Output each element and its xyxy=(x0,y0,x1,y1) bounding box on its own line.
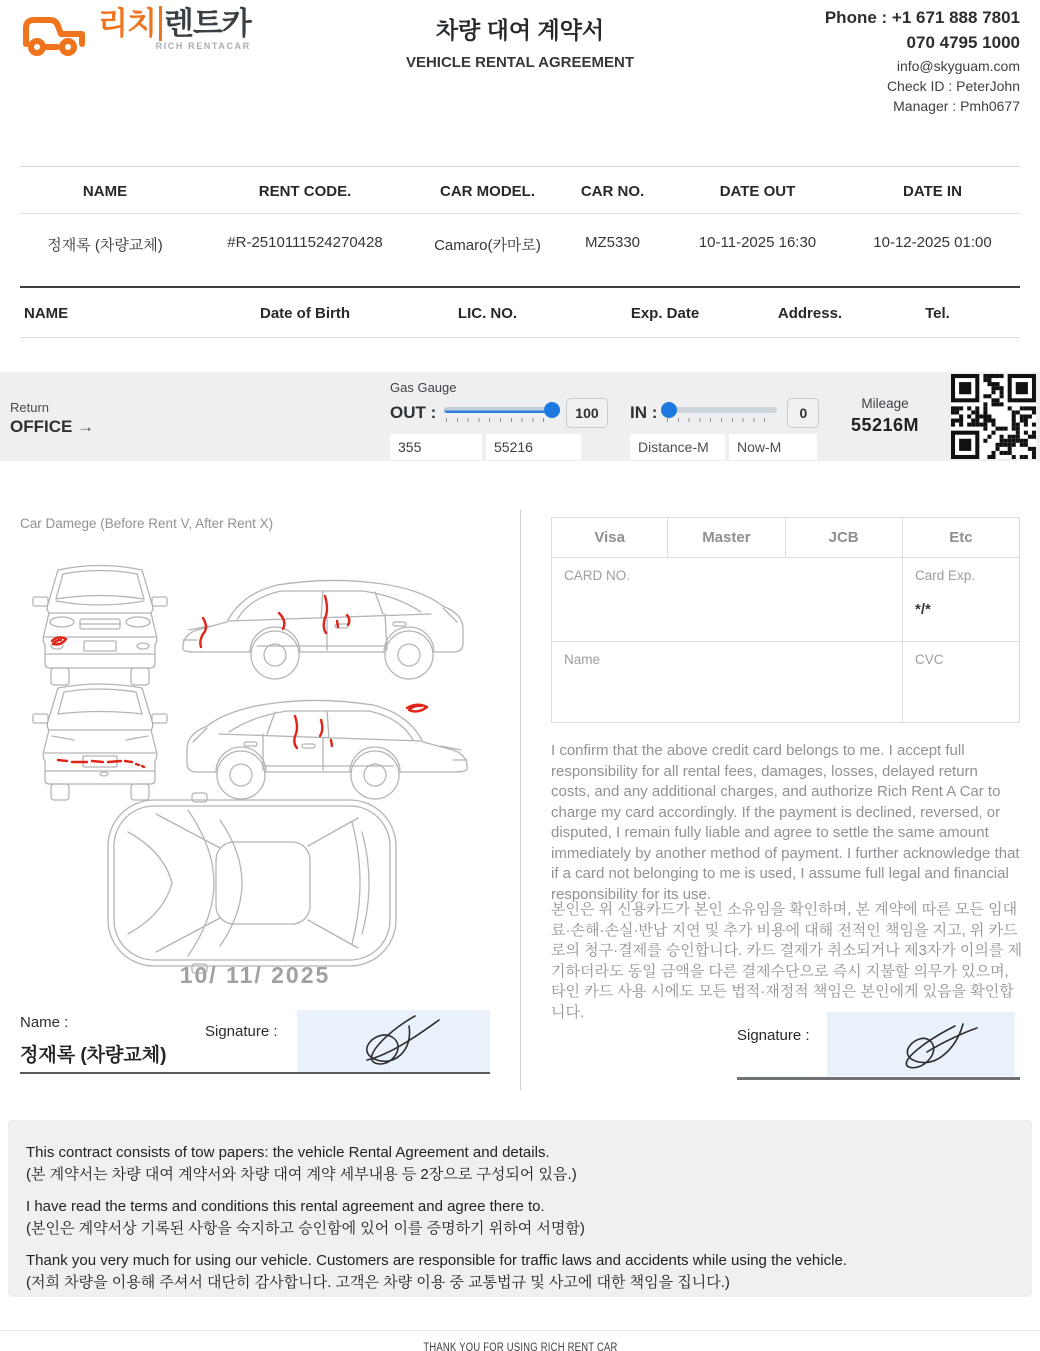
qr-code xyxy=(951,374,1036,459)
signature-pad-right[interactable] xyxy=(827,1012,1015,1076)
car-model: Camaro(카마로) xyxy=(434,237,541,254)
card-cvc-field[interactable]: CVC xyxy=(903,642,1020,723)
manager: Manager : Pmh0677 xyxy=(893,98,1020,114)
mileage-label: Mileage xyxy=(861,396,909,411)
gas-in-row xyxy=(630,398,819,428)
company-logo xyxy=(20,8,251,60)
return-label: Return xyxy=(10,400,50,415)
phone-secondary: 070 4795 1000 xyxy=(906,33,1020,52)
col-lic-no: LIC. NO. xyxy=(457,305,518,322)
car-number: MZ5330 xyxy=(584,234,641,251)
date-in: 10-12-2025 01:00 xyxy=(873,234,992,251)
signature-label-left: Signature : xyxy=(205,1023,278,1040)
card-exp-field[interactable] xyxy=(903,558,1020,642)
contact-info xyxy=(825,8,1020,118)
gas-gauge-label: Gas Gauge xyxy=(390,380,457,395)
in-label: IN : xyxy=(630,403,658,422)
car-top-view-diagram xyxy=(100,790,405,978)
note-1-en: This contract consists of tow papers: the vehicle Rental Agreement and details. xyxy=(26,1144,550,1161)
title-korean: 차량 대여 계약서 xyxy=(435,17,605,43)
note-2-en: I have read the terms and conditions this rental agreement and agree there to. xyxy=(26,1198,545,1215)
bottom-thanks-bar xyxy=(0,1330,1040,1351)
card-exp-label: Card Exp. xyxy=(915,568,976,583)
document-title xyxy=(280,12,760,71)
card-type-header xyxy=(551,517,1020,558)
note-group-1 xyxy=(26,1142,1014,1186)
driver-info-table xyxy=(20,286,1020,338)
logo-subtitle: RICH RENTACAR xyxy=(155,41,251,51)
return-gas-bar xyxy=(0,372,1040,461)
return-office: OFFICE → xyxy=(10,417,95,436)
car-front-view-diagram xyxy=(30,556,170,688)
rent-code: #R-2510111524270428 xyxy=(227,234,383,251)
signature-left-icon xyxy=(297,1010,490,1072)
gas-out-row xyxy=(390,398,608,428)
email: info@skyguam.com xyxy=(896,58,1020,74)
card-number-field[interactable]: CARD NO. xyxy=(551,558,903,642)
now-mileage-input[interactable] xyxy=(729,434,817,460)
column-divider xyxy=(520,510,521,1090)
arrow-right-icon: → xyxy=(77,417,95,436)
signature-right-icon xyxy=(827,1012,1015,1076)
col-tel: Tel. xyxy=(925,305,950,322)
note-2-ko: (본인은 계약서상 기록된 사항을 숙지하고 승인함에 있어 이를 증명하기 위하여 서명함) xyxy=(26,1220,585,1237)
col-exp-date: Exp. Date xyxy=(630,305,700,322)
gas-in-slider-track[interactable] xyxy=(665,407,777,413)
logo-text-rentcar: 렌트카 xyxy=(163,6,251,41)
col-car-no: CAR NO. xyxy=(580,183,645,200)
note-3-ko: (저희 차량을 이용해 주셔서 대단히 감사합니다. 고객은 차량 이용 중 교통법규 및 사고에 대한 책임을 집니다.) xyxy=(26,1274,730,1291)
credit-card-table xyxy=(551,517,1020,723)
card-confirmation-korean: 본인은 위 신용카드가 본인 소유임을 확인하며, 본 계약에 따른 모든 임대료·손해·손실·반납 지연 및 추가 비용에 대해 전적인 책임을 지고, 위 카드로의 청구·결제를 승인합니다. 카드 결제가 취소되거나 제3자가 이의를 제기하더라도 동일 금액을 다른 결제수단으로 즉시 지불할 의무가 있으며, 타인 카드 사용 시에도 모든 법적·재정적 책임은 본인에게 있음을 확인합니다. xyxy=(551,901,1023,1021)
date-out: 10-11-2025 16:30 xyxy=(698,234,817,251)
col-name: NAME xyxy=(82,183,128,200)
contract-notes-box xyxy=(8,1120,1032,1297)
col-driver-name: NAME xyxy=(24,305,69,322)
col-date-out: DATE OUT xyxy=(719,183,796,200)
card-type-master[interactable]: Master xyxy=(668,517,785,558)
card-type-etc[interactable]: Etc xyxy=(903,517,1020,558)
car-side-view-2-diagram xyxy=(175,670,475,804)
driver-table-header-row xyxy=(20,288,1020,338)
thanks-text: THANK YOU FOR USING RICH RENT CAR xyxy=(422,1342,618,1351)
out-label: OUT : xyxy=(390,403,437,422)
renter-name-value: 정재록 (차량교체) xyxy=(20,1045,167,1066)
card-holder-name-field[interactable]: Name xyxy=(551,642,903,723)
distance-input[interactable] xyxy=(630,434,725,460)
col-date-in: DATE IN xyxy=(903,183,962,200)
note-group-3 xyxy=(26,1250,1014,1294)
note-3-en: Thank you very much for using our vehicle. Customers are responsible for traffic laws and accidents while using the vehicle. xyxy=(26,1252,847,1269)
logo-text-rich: 리치 xyxy=(98,6,162,41)
title-english: VEHICLE RENTAL AGREEMENT xyxy=(405,54,635,71)
gas-in-slider-ticks xyxy=(667,418,775,422)
mileage-block xyxy=(835,396,935,436)
card-confirmation-english: I confirm that the above credit card belongs to me. I accept full responsibility for all rental fees, damages, losses, delayed return costs, and any additional charges, and authorize Rich Rent A Car to charge my card accordingly. If the payment is declined, reversed, or disputed, I remain fully liable and agree to settle the same amount immediately by another method of payment. I further acknowledge that if a card not belonging to me is used, I assume full legal and financial responsibility for its use. xyxy=(551,742,1020,903)
gas-in-slider[interactable] xyxy=(665,398,777,428)
signature-label-right: Signature : xyxy=(737,1027,810,1044)
card-type-visa[interactable]: Visa xyxy=(551,517,668,558)
gas-out-slider-track[interactable] xyxy=(444,407,556,413)
signature-pad-left[interactable] xyxy=(297,1010,490,1072)
gas-in-slider-thumb[interactable] xyxy=(661,402,677,418)
card-type-jcb[interactable]: JCB xyxy=(786,517,903,558)
gas-out-slider[interactable] xyxy=(444,398,556,428)
fuel-left-input[interactable] xyxy=(390,434,482,460)
gas-out-slider-thumb[interactable] xyxy=(544,402,560,418)
fuel-right-input[interactable] xyxy=(486,434,581,460)
note-group-2 xyxy=(26,1196,1014,1240)
rental-table-header-row xyxy=(20,167,1020,214)
gas-out-slider-ticks xyxy=(446,418,554,422)
renter-name: 정재록 (차량교체) xyxy=(47,237,163,254)
gas-out-value[interactable]: 100 xyxy=(566,398,607,428)
col-dob: Date of Birth xyxy=(260,305,350,322)
gas-in-value[interactable]: 0 xyxy=(787,398,819,428)
renter-name-label: Name : xyxy=(20,1014,69,1031)
signature-underline-left xyxy=(20,1072,490,1074)
col-car-model: CAR MODEL. xyxy=(440,183,535,200)
rental-info-table xyxy=(20,166,1020,273)
check-id: Check ID : PeterJohn xyxy=(886,78,1020,94)
note-1-ko: (본 계약서는 차량 대여 계약서와 차량 대여 계약 세부내용 등 2장으로 구성되어 있음.) xyxy=(26,1166,577,1183)
car-rear-view-diagram xyxy=(30,676,170,804)
col-rent-code: RENT CODE. xyxy=(258,183,352,200)
car-damage-title: Car Damege (Before Rent V, After Rent X) xyxy=(20,516,274,531)
logo-wordmark xyxy=(98,8,251,39)
col-address: Address. xyxy=(777,305,843,322)
mileage-value: 55216M xyxy=(850,415,920,435)
card-exp-value: */* xyxy=(915,601,931,618)
car-logo-icon xyxy=(20,8,92,60)
rental-table-value-row xyxy=(20,214,1020,273)
signature-underline-right xyxy=(737,1077,1020,1080)
agreement-date: 10/ 11/ 2025 xyxy=(179,962,331,988)
phone-primary: Phone : +1 671 888 7801 xyxy=(824,8,1020,27)
